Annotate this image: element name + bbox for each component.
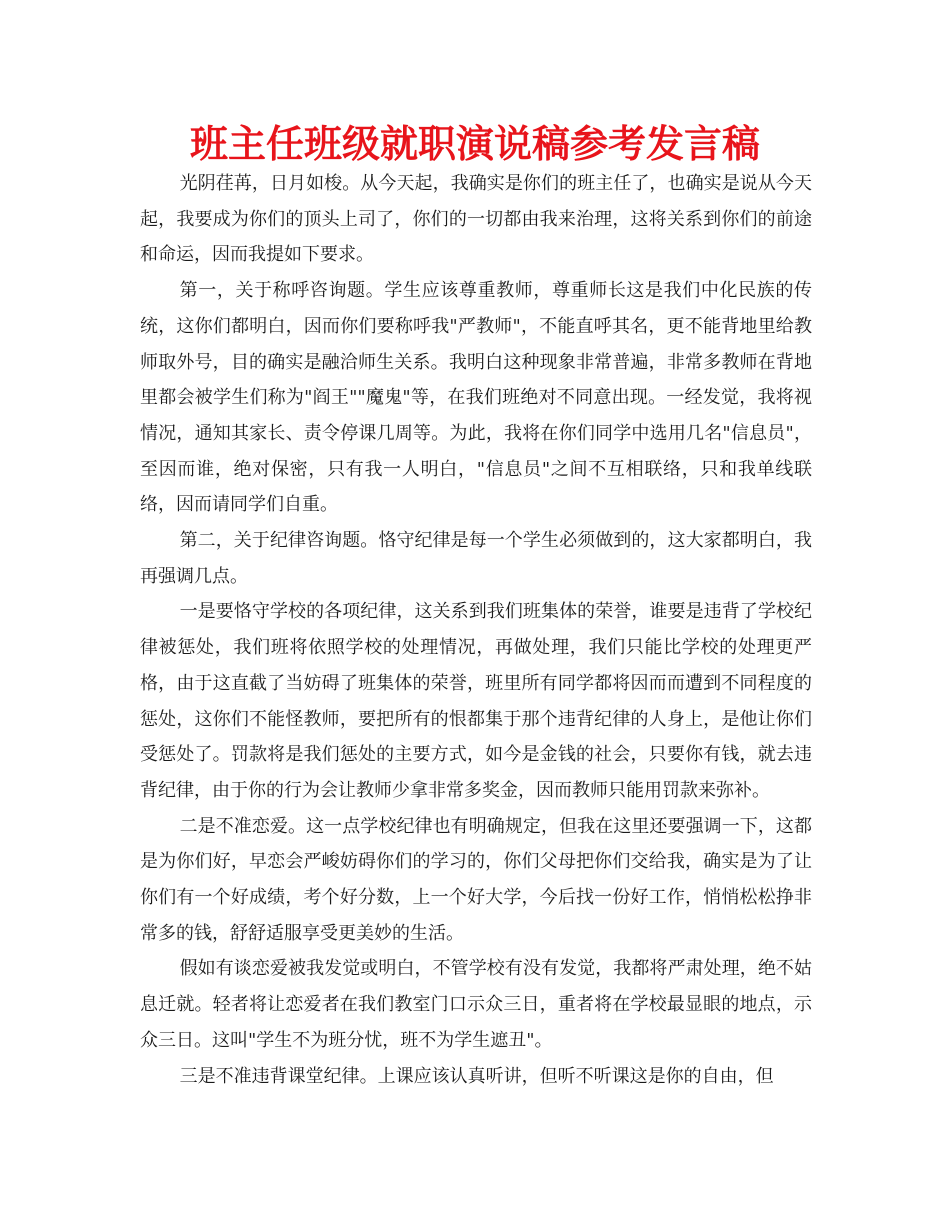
- paragraph: 第二，关于纪律咨询题。恪守纪律是每一个学生必须做到的，这大家都明白，我再强调几点。: [140, 530, 812, 587]
- paragraph: 三是不准违背课堂纪律。上课应该认真听讲，但听不听课这是你的自由，但: [179, 1065, 774, 1087]
- paragraph: 一是要恪守学校的各项纪律，这关系到我们班集体的荣誉，谁要是违背了学校纪律被惩处，我们班将依照学校的处理情况，再做处理，我们只能比学校的处理更严格，由于这直截了当妨碍了班集体的荣誉，班里所有同学都将因而而遭到不同程度的惩处，这你们不能怪教师，要把所有的恨都集于那个违背纪律的人身上，是他让你们受惩处了。罚款将是我们惩处的主要方式，如今是金钱的社会，只要你有钱，就去违背纪律，由于你的行为会让教师少拿非常多奖金，因而教师只能用罚款来弥补。: [140, 601, 812, 801]
- paragraph: 假如有谈恋爱被我发觉或明白，不管学校有没有发觉，我都将严肃处理，绝不姑息迁就。轻者将让恋爱者在我们教室门口示众三日，重者将在学校最显眼的地点，示众三日。这叫"学生不为班分忧，班不为学生遮丑"。: [140, 958, 812, 1051]
- document-title: 班主任班级就职演说稿参考发言稿: [189, 122, 760, 166]
- paragraph: 光阴荏苒，日月如梭。从今天起，我确实是你们的班主任了，也确实是说从今天起，我要成为你们的顶头上司了，你们的一切都由我来治理，这将关系到你们的前途和命运，因而我提如下要求。: [140, 173, 812, 266]
- document-body: [140, 166, 812, 1094]
- paragraph: 第一，关于称呼咨询题。学生应该尊重教师，尊重师长这是我们中化民族的传统，这你们都明白，因而你们要称呼我"严教师"，不能直呼其名，更不能背地里给教师取外号，目的确实是融洽师生关系。我明白这种现象非常普遍，非常多教师在背地里都会被学生们称为"阎王""魔鬼"等，在我们班绝对不同意出现。一经发觉，我将视情况，通知其家长、责令停课几周等。为此，我将在你们同学中选用几名"信息员"，至因而谁，绝对保密，只有我一人明白，"信息员"之间不互相联络，只和我单线联络，因而请同学们自重。: [140, 280, 812, 516]
- paragraph: 二是不准恋爱。这一点学校纪律也有明确规定，但我在这里还要强调一下，这都是为你们好，早恋会严峻妨碍你们的学习的，你们父母把你们交给我，确实是为了让你们有一个好成绩，考个好分数，上一个好大学，今后找一份好工作，悄悄松松挣非常多的钱，舒舒适服享受更美妙的生活。: [140, 815, 812, 944]
